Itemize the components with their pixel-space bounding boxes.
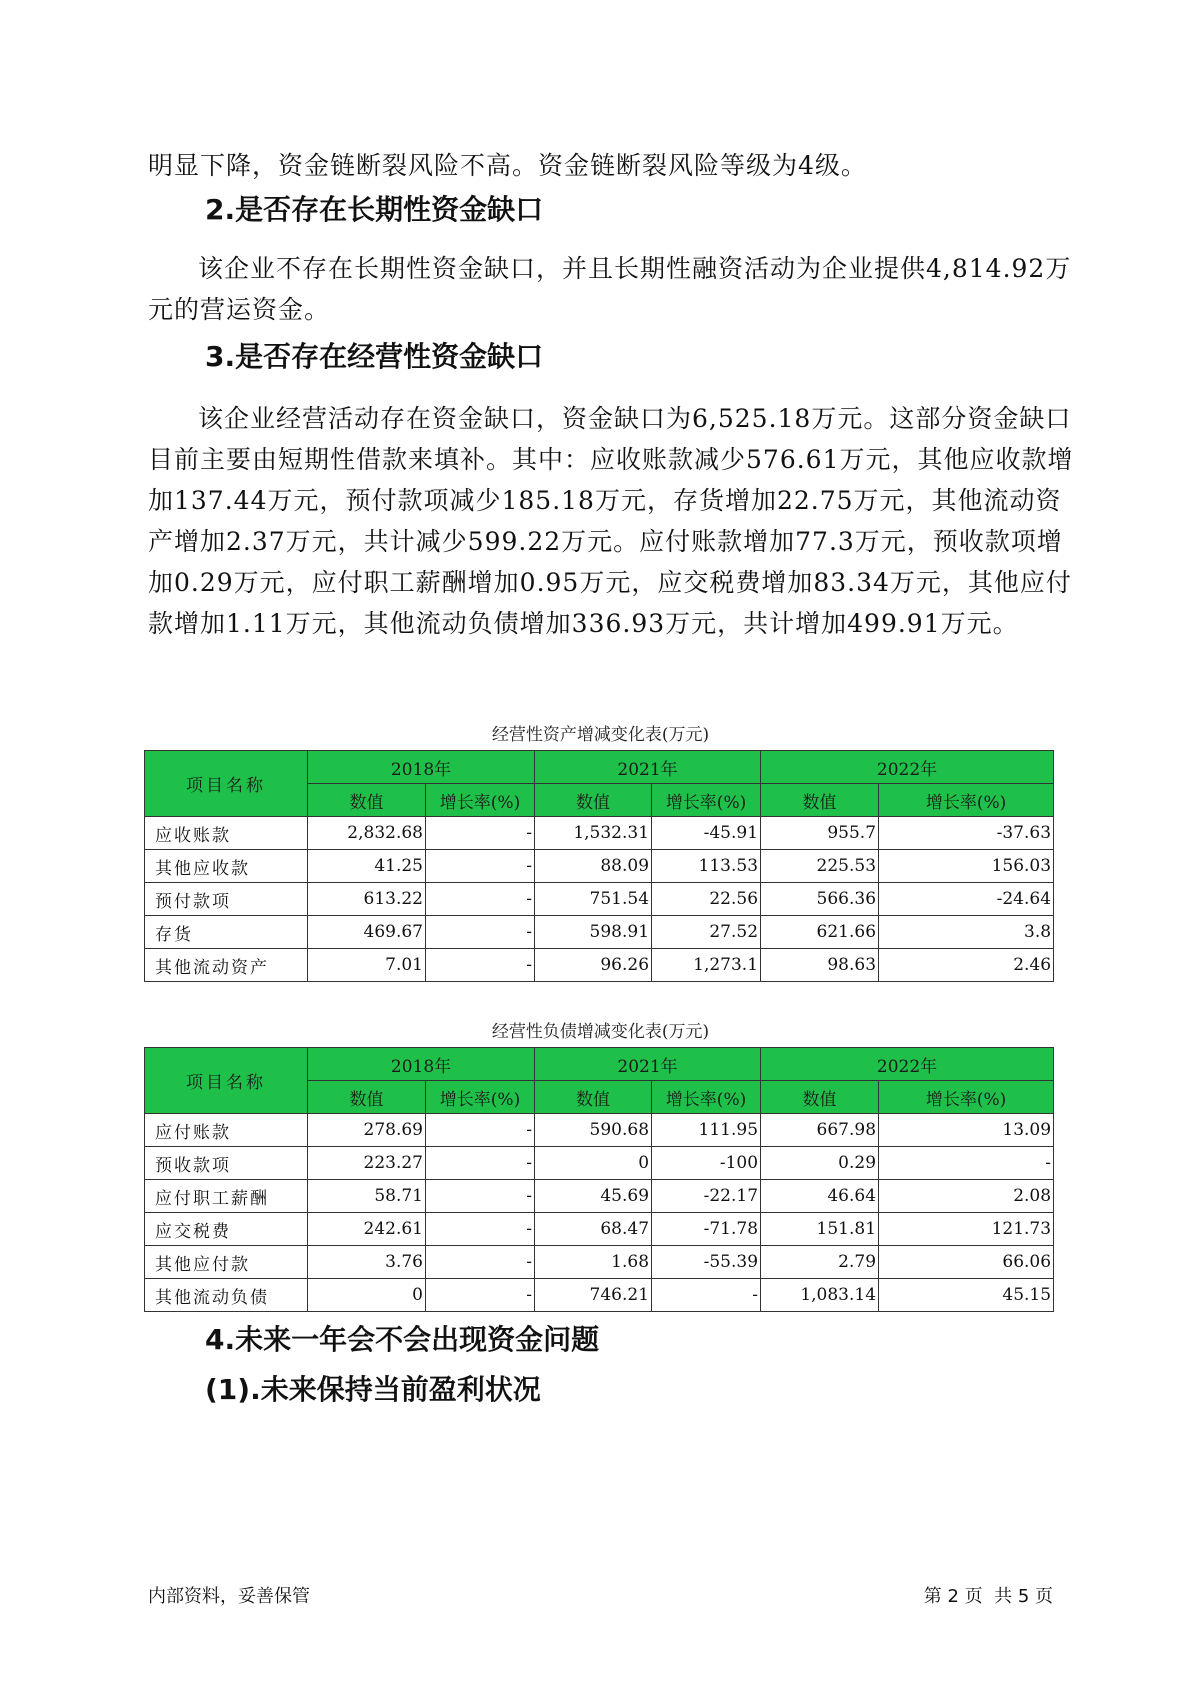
growth-cell: -: [426, 1180, 535, 1213]
value-cell: 223.27: [308, 1147, 426, 1180]
growth-cell: 2.46: [879, 949, 1054, 982]
value-cell: 667.98: [761, 1114, 879, 1147]
value-cell: 98.63: [761, 949, 879, 982]
header-growth: 增长率(%): [426, 1081, 535, 1114]
row-item-name: 其他流动资产: [145, 949, 308, 982]
value-cell: 225.53: [761, 850, 879, 883]
growth-cell: -: [426, 850, 535, 883]
row-item-name: 预收款项: [145, 1147, 308, 1180]
table-row: [145, 850, 1054, 883]
value-cell: 46.64: [761, 1180, 879, 1213]
footer-confidential: 内部资料，妥善保管: [148, 1586, 310, 1607]
footer-page-number: 第 2 页 共 5 页: [923, 1586, 1053, 1607]
header-growth: 增长率(%): [426, 784, 535, 817]
table-row: [145, 949, 1054, 982]
header-item-name: 项目名称: [145, 1048, 308, 1114]
growth-cell: -: [426, 1114, 535, 1147]
heading-long-term-gap: 2.是否存在长期性资金缺口: [205, 193, 544, 226]
heading-next-year: 4.未来一年会不会出现资金问题: [205, 1323, 600, 1356]
value-cell: 0: [535, 1147, 652, 1180]
growth-cell: 3.8: [879, 916, 1054, 949]
table-row: [145, 916, 1054, 949]
growth-cell: -100: [652, 1147, 761, 1180]
growth-cell: 111.95: [652, 1114, 761, 1147]
growth-cell: -: [426, 949, 535, 982]
value-cell: 45.69: [535, 1180, 652, 1213]
growth-cell: -: [426, 883, 535, 916]
value-cell: 590.68: [535, 1114, 652, 1147]
header-year-2018: 2018年: [308, 1048, 535, 1081]
value-cell: 41.25: [308, 850, 426, 883]
growth-cell: -: [426, 1147, 535, 1180]
growth-cell: 156.03: [879, 850, 1054, 883]
table-row: [145, 1114, 1054, 1147]
growth-cell: 121.73: [879, 1213, 1054, 1246]
row-item-name: 应付账款: [145, 1114, 308, 1147]
growth-cell: 45.15: [879, 1279, 1054, 1312]
liabilities-table-caption: 经营性负债增减变化表(万元): [491, 1022, 710, 1042]
liabilities-table-body: [145, 1114, 1054, 1312]
row-item-name: 应收账款: [145, 817, 308, 850]
header-value: 数值: [308, 1081, 426, 1114]
assets-table-body: [145, 817, 1054, 982]
paragraph-risk-conclusion: 明显下降，资金链断裂风险不高。资金链断裂风险等级为4级。: [148, 151, 867, 180]
header-growth: 增长率(%): [879, 784, 1054, 817]
growth-cell: 113.53: [652, 850, 761, 883]
paragraph-operating-gap: 该企业经营活动存在资金缺口，资金缺口为6,525.18万元。这部分资金缺口目前主要由短期性借款来填补。其中：应收账款减少576.61万元，其他应收款增加137.44万元，预付款项减少185.18万元，存货增加22.75万元，其他流动资产增加2.37万元，共计减少599.22万元。应付账款增加77.3万元，预收款项增加0.29万元，应付职工薪酬增加0.95万元，应交税费增加83.34万元，其他应付款增加1.11万元，其他流动负债增加336.93万元，共计增加499.91万元。: [148, 404, 1074, 638]
heading-keep-profit: (1).未来保持当前盈利状况: [205, 1373, 541, 1406]
header-value: 数值: [308, 784, 426, 817]
row-item-name: 其他流动负债: [145, 1279, 308, 1312]
value-cell: 746.21: [535, 1279, 652, 1312]
header-value: 数值: [761, 784, 879, 817]
value-cell: 598.91: [535, 916, 652, 949]
table-row: [145, 1147, 1054, 1180]
growth-cell: -: [426, 1246, 535, 1279]
value-cell: 955.7: [761, 817, 879, 850]
value-cell: 2.79: [761, 1246, 879, 1279]
growth-cell: 1,273.1: [652, 949, 761, 982]
value-cell: 7.01: [308, 949, 426, 982]
header-year-2022: 2022年: [761, 751, 1054, 784]
row-item-name: 应付职工薪酬: [145, 1180, 308, 1213]
growth-cell: 27.52: [652, 916, 761, 949]
value-cell: 613.22: [308, 883, 426, 916]
row-item-name: 应交税费: [145, 1213, 308, 1246]
value-cell: 469.67: [308, 916, 426, 949]
row-item-name: 预付款项: [145, 883, 308, 916]
growth-cell: -: [426, 916, 535, 949]
value-cell: 68.47: [535, 1213, 652, 1246]
value-cell: 751.54: [535, 883, 652, 916]
value-cell: 1.68: [535, 1246, 652, 1279]
operating-liabilities-table: [144, 1047, 1054, 1312]
header-item-name: 项目名称: [145, 751, 308, 817]
value-cell: 2,832.68: [308, 817, 426, 850]
growth-cell: -71.78: [652, 1213, 761, 1246]
table-row: [145, 1246, 1054, 1279]
value-cell: 242.61: [308, 1213, 426, 1246]
value-cell: 0.29: [761, 1147, 879, 1180]
value-cell: 96.26: [535, 949, 652, 982]
value-cell: 3.76: [308, 1246, 426, 1279]
growth-cell: 2.08: [879, 1180, 1054, 1213]
growth-cell: -22.17: [652, 1180, 761, 1213]
header-growth: 增长率(%): [652, 1081, 761, 1114]
growth-cell: 22.56: [652, 883, 761, 916]
value-cell: 151.81: [761, 1213, 879, 1246]
growth-cell: 66.06: [879, 1246, 1054, 1279]
value-cell: 621.66: [761, 916, 879, 949]
table-row: [145, 1279, 1054, 1312]
header-year-2018: 2018年: [308, 751, 535, 784]
growth-cell: -: [426, 1213, 535, 1246]
table-row: [145, 1180, 1054, 1213]
growth-cell: -37.63: [879, 817, 1054, 850]
value-cell: 88.09: [535, 850, 652, 883]
row-item-name: 存货: [145, 916, 308, 949]
value-cell: 1,083.14: [761, 1279, 879, 1312]
header-year-2022: 2022年: [761, 1048, 1054, 1081]
header-growth: 增长率(%): [652, 784, 761, 817]
header-value: 数值: [761, 1081, 879, 1114]
growth-cell: -: [426, 817, 535, 850]
value-cell: 0: [308, 1279, 426, 1312]
growth-cell: -: [652, 1279, 761, 1312]
header-year-2021: 2021年: [535, 751, 761, 784]
growth-cell: -24.64: [879, 883, 1054, 916]
value-cell: 58.71: [308, 1180, 426, 1213]
growth-cell: -45.91: [652, 817, 761, 850]
value-cell: 278.69: [308, 1114, 426, 1147]
header-year-2021: 2021年: [535, 1048, 761, 1081]
row-item-name: 其他应收款: [145, 850, 308, 883]
header-value: 数值: [535, 784, 652, 817]
header-growth: 增长率(%): [879, 1081, 1054, 1114]
growth-cell: 13.09: [879, 1114, 1054, 1147]
value-cell: 566.36: [761, 883, 879, 916]
row-item-name: 其他应付款: [145, 1246, 308, 1279]
value-cell: 1,532.31: [535, 817, 652, 850]
growth-cell: -55.39: [652, 1246, 761, 1279]
table-row: [145, 1213, 1054, 1246]
operating-assets-table: [144, 750, 1054, 982]
header-value: 数值: [535, 1081, 652, 1114]
table-row: [145, 883, 1054, 916]
growth-cell: -: [426, 1279, 535, 1312]
paragraph-long-term-gap: 该企业不存在长期性资金缺口，并且长期性融资活动为企业提供4,814.92万元的营运资金。: [148, 254, 1072, 324]
table-row: [145, 817, 1054, 850]
assets-table-caption: 经营性资产增减变化表(万元): [491, 725, 710, 745]
heading-operating-gap: 3.是否存在经营性资金缺口: [205, 340, 544, 373]
growth-cell: -: [879, 1147, 1054, 1180]
